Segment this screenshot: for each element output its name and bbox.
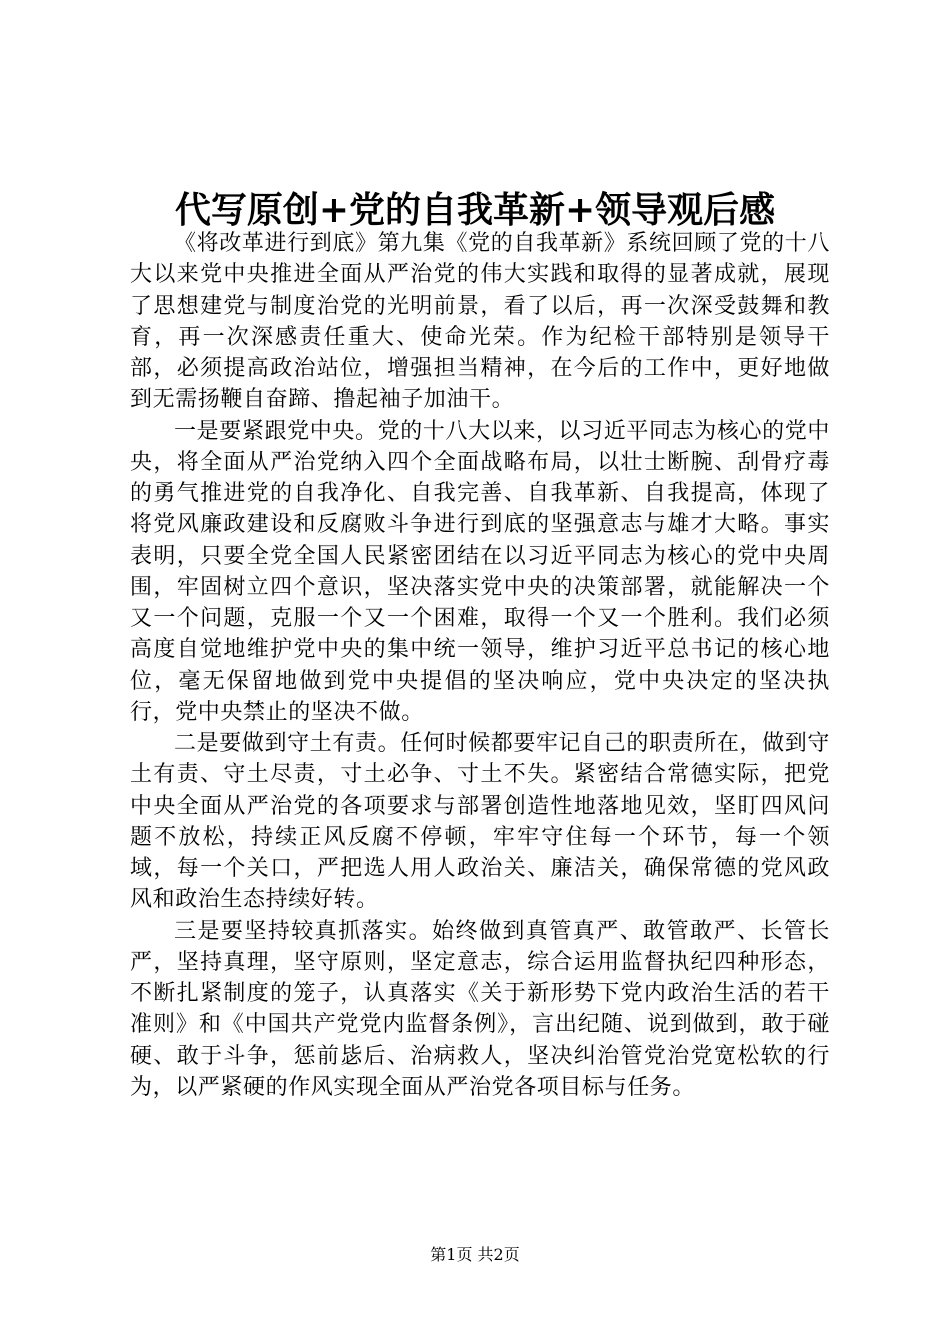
page-footer: 第1页 共2页 — [430, 1245, 520, 1264]
paragraph-intro: 《将改革进行到底》第九集《党的自我革新》系统回顾了党的十八大以来党中央推进全面从严治党的伟大实践和取得的显著成就，展现了思想建党与制度治党的光明前景，看了以后，再一次深受鼓舞和教育，再一次深感责任重大、使命光荣。作为纪检干部特别是领导干部，必须提高政治站位，增强担当精神，在今后的工作中，更好地做到无需扬鞭自奋蹄、撸起袖子加油干。 — [130, 231, 830, 413]
paragraph-point-three: 三是要坚持较真抓落实。始终做到真管真严、敢管敢严、长管长严，坚持真理，坚守原则，坚定意志，综合运用监督执纪四种形态，不断扎紧制度的笼子，认真落实《关于新形势下党内政治生活的若干准则》和《中国共产党党内监督条例》，言出纪随、说到做到，敢于碰硬、敢于斗争，惩前毖后、治病救人，坚决纠治管党治党宽松软的行为，以严紧硬的作风实现全面从严治党各项目标与任务。 — [130, 918, 830, 1100]
document-title: 代写原创+党的自我革新+领导观后感 — [174, 189, 776, 231]
document-body — [130, 228, 830, 1103]
paragraph-point-two: 二是要做到守土有责。任何时候都要牢记自己的职责所在，做到守土有责、守土尽责，寸土必争、寸土不失。紧密结合常德实际，把党中央全面从严治党的各项要求与部署创造性地落地见效，坚盯四风问题不放松，持续正风反腐不停顿，牢牢守住每一个环节，每一个领域，每一个关口，严把选人用人政治关、廉洁关，确保常德的党风政风和政治生态持续好转。 — [130, 731, 830, 913]
paragraph-point-one: 一是要紧跟党中央。党的十八大以来，以习近平同志为核心的党中央，将全面从严治党纳入四个全面战略布局，以壮士断腕、刮骨疗毒的勇气推进党的自我净化、自我完善、自我革新、自我提高，体现了将党风廉政建设和反腐败斗争进行到底的坚强意志与雄才大略。事实表明，只要全党全国人民紧密团结在以习近平同志为核心的党中央周围，牢固树立四个意识，坚决落实党中央的决策部署，就能解决一个又一个问题，克服一个又一个困难，取得一个又一个胜利。我们必须高度自觉地维护党中央的集中统一领导，维护习近平总书记的核心地位，毫无保留地做到党中央提倡的坚决响应，党中央决定的坚决执行，党中央禁止的坚决不做。 — [130, 418, 830, 725]
